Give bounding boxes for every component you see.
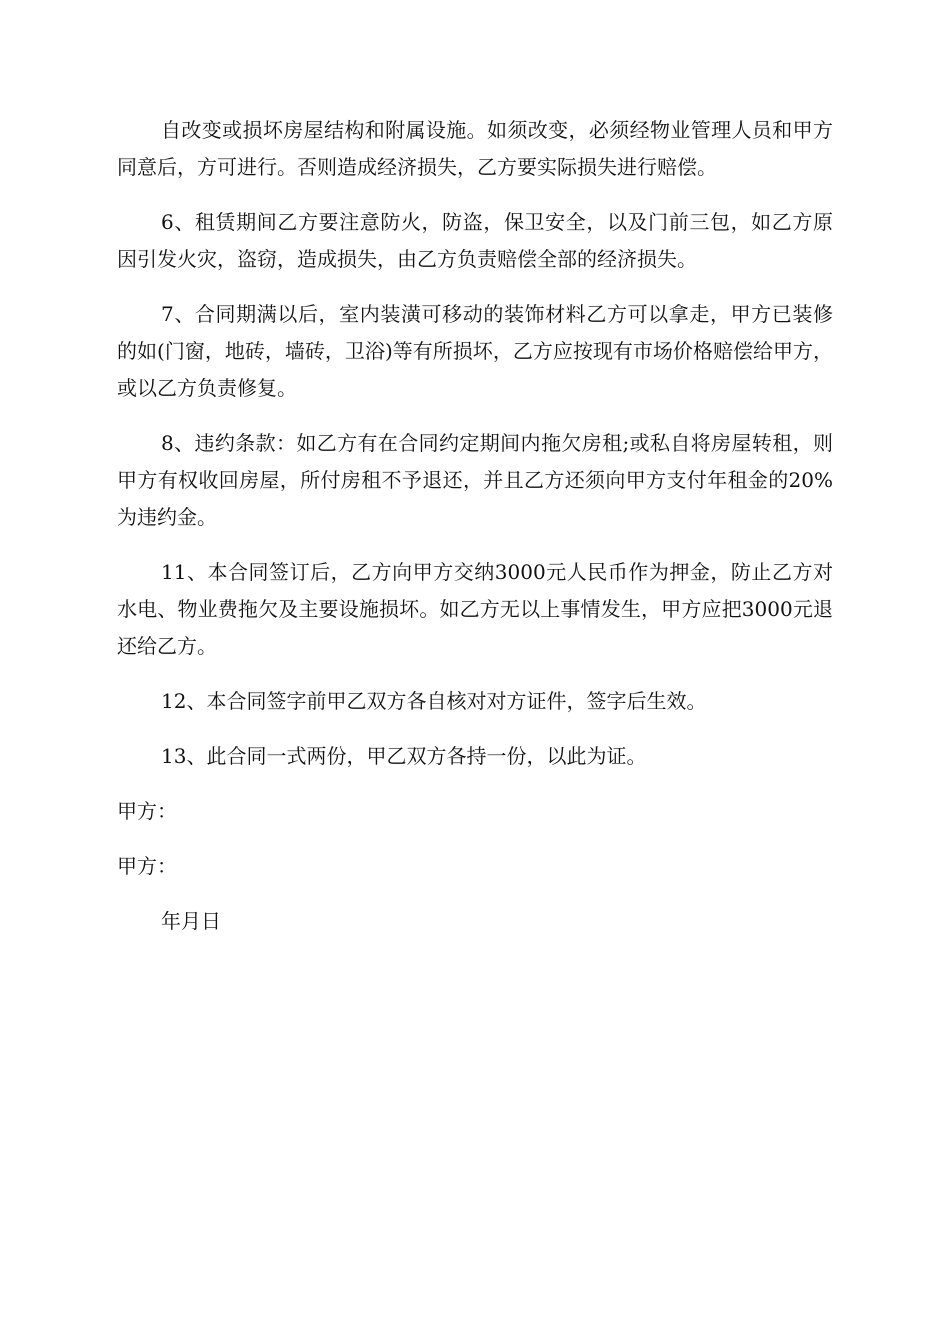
clause-11-deposit: 11、本合同签订后，乙方向甲方交纳3000元人民币作为押金，防止乙方对水电、物业费拖欠及主要设施损坏。如乙方无以上事情发生，甲方应把3000元退还给乙方。 <box>117 560 833 658</box>
clause-12-effect: 12、本合同签字前甲乙双方各自核对对方证件，签字后生效。 <box>161 689 707 713</box>
signature-party-a-1: 甲方： <box>117 799 177 823</box>
signature-party-a-2: 甲方： <box>117 854 177 878</box>
clause-8-breach: 8、违约条款：如乙方有在合同约定期间内拖欠房租;或私自将房屋转租，则甲方有权收回房屋，所付房租不予退还，并且乙方还须向甲方支付年租金的20%为违约金。 <box>117 431 833 529</box>
contract-body <box>117 112 833 940</box>
clause-structure-change: 自改变或损坏房屋结构和附属设施。如须改变，必须经物业管理人员和甲方同意后，方可进行。否则造成经济损失，乙方要实际损失进行赔偿。 <box>117 118 833 179</box>
clause-6-safety: 6、租赁期间乙方要注意防火，防盗，保卫安全，以及门前三包，如乙方原因引发火灾，盗窃，造成损失，由乙方负责赔偿全部的经济损失。 <box>117 210 833 271</box>
clause-13-copies: 13、此合同一式两份，甲乙双方各持一份，以此为证。 <box>161 744 647 768</box>
date-line: 年月日 <box>161 909 221 933</box>
clause-7-expiry: 7、合同期满以后，室内装潢可移动的装饰材料乙方可以拿走，甲方已装修的如(门窗，地砖，墙砖，卫浴)等有所损坏，乙方应按现有市场价格赔偿给甲方，或以乙方负责修复。 <box>117 302 833 400</box>
